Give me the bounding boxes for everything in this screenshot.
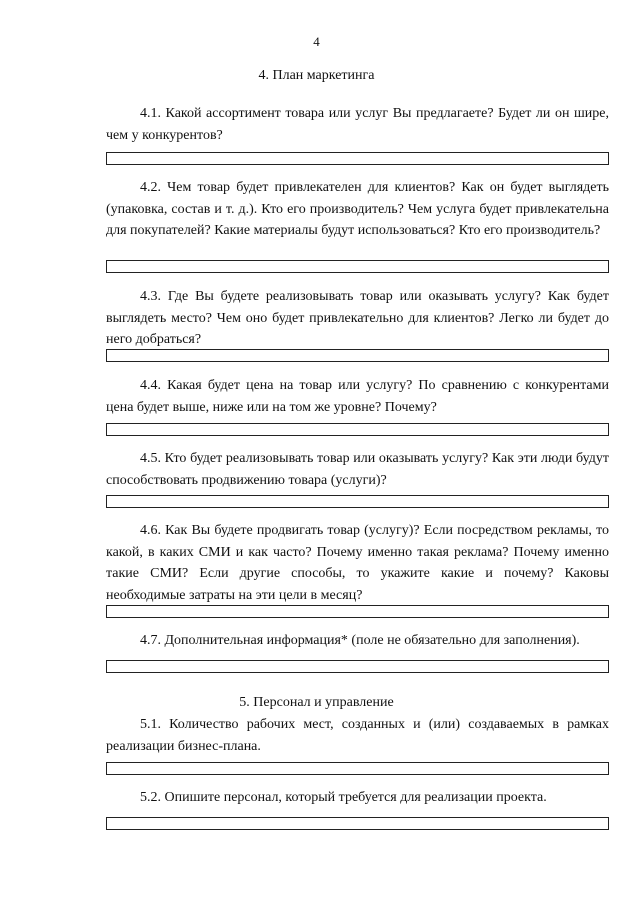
- question-5-2: 5.2. Опишите персонал, который требуется для реализации проекта.: [140, 790, 547, 805]
- question-4-6: 4.6. Как Вы будете продвигать товар (услугу)? Если посредством рекламы, то какой, в каких СМИ и как часто? Почему именно такая реклама? Почему именно такие СМИ? Если другие способы, то укажите какие и почему? Каковы необходимые затраты на эти цели в месяц?: [106, 523, 609, 603]
- question-4-7: 4.7. Дополнительная информация* (поле не обязательно для заполнения).: [140, 633, 580, 648]
- section-title-marketing: 4. План маркетинга: [258, 68, 375, 83]
- question-4-4: 4.4. Какая будет цена на товар или услугу? По сравнению с конкурентами цена будет выше, ниже или на том же уровне? Почему?: [106, 378, 609, 415]
- answer-field-4-7[interactable]: [106, 660, 609, 673]
- answer-field-4-5[interactable]: [106, 495, 609, 508]
- answer-field-5-1[interactable]: [106, 762, 609, 775]
- question-4-3: 4.3. Где Вы будете реализовывать товар или оказывать услугу? Как будет выглядеть место? Чем оно будет привлекательно для клиентов? Легко ли будет до него добраться?: [106, 289, 609, 347]
- answer-field-5-2[interactable]: [106, 817, 609, 830]
- answer-field-4-3[interactable]: [106, 349, 609, 362]
- answer-field-4-4[interactable]: [106, 423, 609, 436]
- answer-field-4-6[interactable]: [106, 605, 609, 618]
- page-number: 4: [313, 34, 320, 49]
- question-5-1: 5.1. Количество рабочих мест, созданных и (или) создаваемых в рамках реализации бизнес-плана.: [106, 717, 609, 754]
- question-4-1: 4.1. Какой ассортимент товара или услуг Вы предлагаете? Будет ли он шире, чем у конкурентов?: [106, 106, 609, 143]
- section-title-personnel: 5. Персонал и управление: [239, 695, 394, 710]
- question-4-5: 4.5. Кто будет реализовывать товар или оказывать услугу? Как эти люди будут способствовать продвижению товара (услуги)?: [106, 451, 609, 488]
- question-4-2: 4.2. Чем товар будет привлекателен для клиентов? Как он будет выглядеть (упаковка, состав и т. д.). Кто его производитель? Чем услуга будет привлекательна для покупателей? Какие материалы будут использоваться? Кто его производитель?: [106, 180, 609, 238]
- answer-field-4-1[interactable]: [106, 152, 609, 165]
- answer-field-4-2[interactable]: [106, 260, 609, 273]
